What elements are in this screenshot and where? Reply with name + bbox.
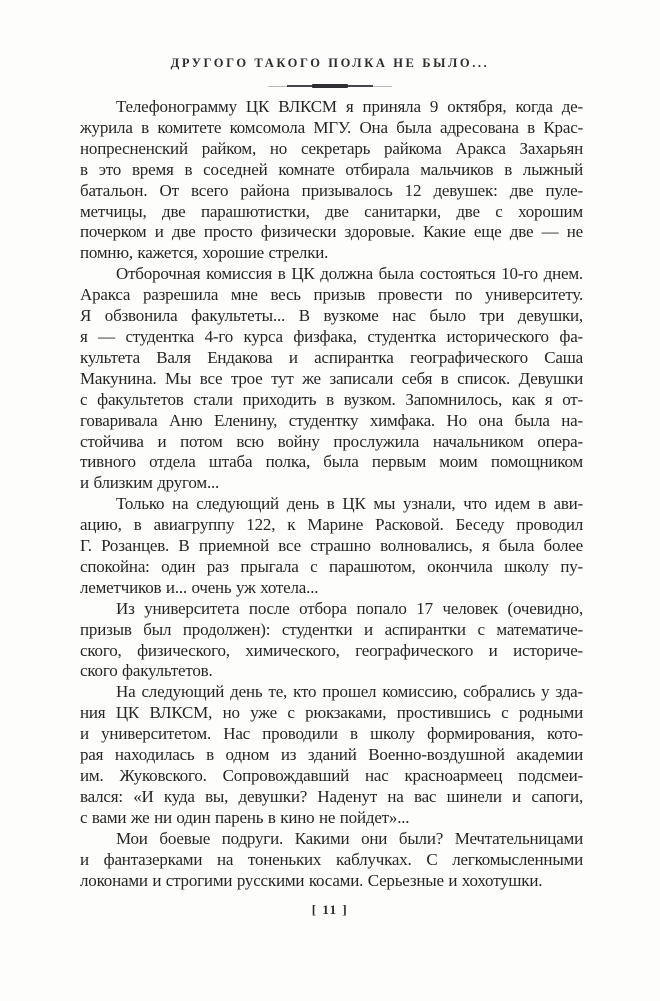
text-line: тивного отдела штаба полка, была первым моим помощником: [80, 452, 583, 472]
paragraph: [80, 97, 583, 264]
paragraph: [80, 682, 583, 828]
paragraph: [80, 829, 583, 892]
page-number: [ 11 ]: [311, 902, 349, 917]
page-body-text: [80, 97, 583, 891]
text-line: журила в комитете комсомола МГУ. Она была адресована в Крас-: [80, 117, 583, 137]
running-header-title: ДРУГОГО ТАКОГО ПОЛКА НЕ БЫЛО...: [170, 56, 490, 70]
text-line: ния ЦК ВЛКСМ, но уже с рюкзаками, простившись с родными: [80, 703, 583, 723]
text-line: спокойна: один раз прыгала с парашютом, окончила школу пу-: [80, 556, 583, 576]
text-line: в это время в соседней комнате отбирала мальчиков в лыжный: [80, 159, 583, 179]
text-line: Г. Розанцев. В приемной все страшно волновались, я была более: [80, 536, 583, 556]
divider-center-bar: [312, 84, 348, 88]
text-line: Отборочная комиссия в ЦК должна была состояться 10-го днем.: [116, 264, 583, 284]
text-line: я — студентка 4-го курса физфака, студентка исторического фа-: [80, 326, 583, 346]
text-line: Мои боевые подруги. Какими они были? Мечтательницами: [116, 828, 583, 848]
text-line: с факультетов стали приходить в вузком. Запомнилось, как я от-: [80, 389, 583, 409]
text-line: локонами и строгими русскими косами. Серьезные и хохотушки.: [80, 870, 543, 890]
text-line: На следующий день те, кто прошел комиссию, собрались у зда-: [116, 682, 583, 702]
text-line: и фантазерками на тоненьких каблучках. С легкомысленными: [80, 849, 583, 869]
text-line: и университетом. Нас проводили в школу формирования, кото-: [80, 724, 583, 744]
text-line: ского, физического, химического, географического и историче-: [80, 640, 583, 660]
text-line: батальон. От всего района призывалось 12 девушек: две пуле-: [80, 180, 583, 200]
text-line: вался: «И куда вы, девушки? Наденут на вас шинели и сапоги,: [80, 786, 583, 806]
text-line: леметчиков и... очень уж хотела...: [80, 577, 319, 597]
text-line: Только на следующий день в ЦК мы узнали, что идем в ави-: [116, 494, 583, 514]
text-line: им. Жуковского. Сопровождавший нас красноармеец подсмеи-: [80, 766, 583, 785]
text-line: Из университета после отбора попало 17 человек (очевидно,: [116, 598, 583, 618]
text-line: помню, кажется, хорошие стрелки.: [80, 243, 329, 263]
section-divider-ornament: [78, 84, 582, 89]
paragraph: [80, 599, 583, 683]
text-line: рая находилась в одном из зданий Военно-воздушной академии: [80, 745, 583, 765]
text-line: Я обзвонила факультеты... В вузкоме нас было три девушки,: [80, 306, 583, 326]
text-line: почерком и две просто физически здоровые. Какие еще две — не: [80, 222, 583, 242]
text-line: ского факультетов.: [80, 661, 213, 681]
paragraph: [80, 494, 583, 599]
text-line: стойчива и потом всю войну прослужила начальником опера-: [80, 431, 583, 451]
text-line: ацию, в авиагруппу 122, к Марине Расковой. Беседу проводил: [80, 515, 583, 535]
text-line: Телефонограмму ЦК ВЛКСМ я приняла 9 октября, когда де-: [116, 97, 583, 116]
text-line: метчицы, две парашютистки, две санитарки, две с хорошим: [80, 201, 583, 221]
text-line: с вами же ни один парень в кино не пойдет»...: [80, 807, 410, 827]
text-line: Макунина. Мы все трое тут же записали себя в список. Девушки: [80, 368, 583, 388]
text-line: Аракса разрешила мне весь призыв провести по университету.: [80, 285, 583, 305]
text-line: призыв был продолжен): студентки и аспирантки с математиче-: [80, 619, 583, 639]
text-line: культета Валя Ендакова и аспирантка географического Саша: [80, 347, 583, 367]
text-line: нопресненский райком, но секретарь райкома Аракса Захарьян: [80, 138, 583, 158]
text-line: говаривала Аню Еленину, студентку химфака. Но она была на-: [80, 410, 583, 430]
text-line: и близким другом...: [80, 473, 220, 493]
paragraph: [80, 264, 583, 494]
divider-ornament-inner: [268, 84, 392, 89]
